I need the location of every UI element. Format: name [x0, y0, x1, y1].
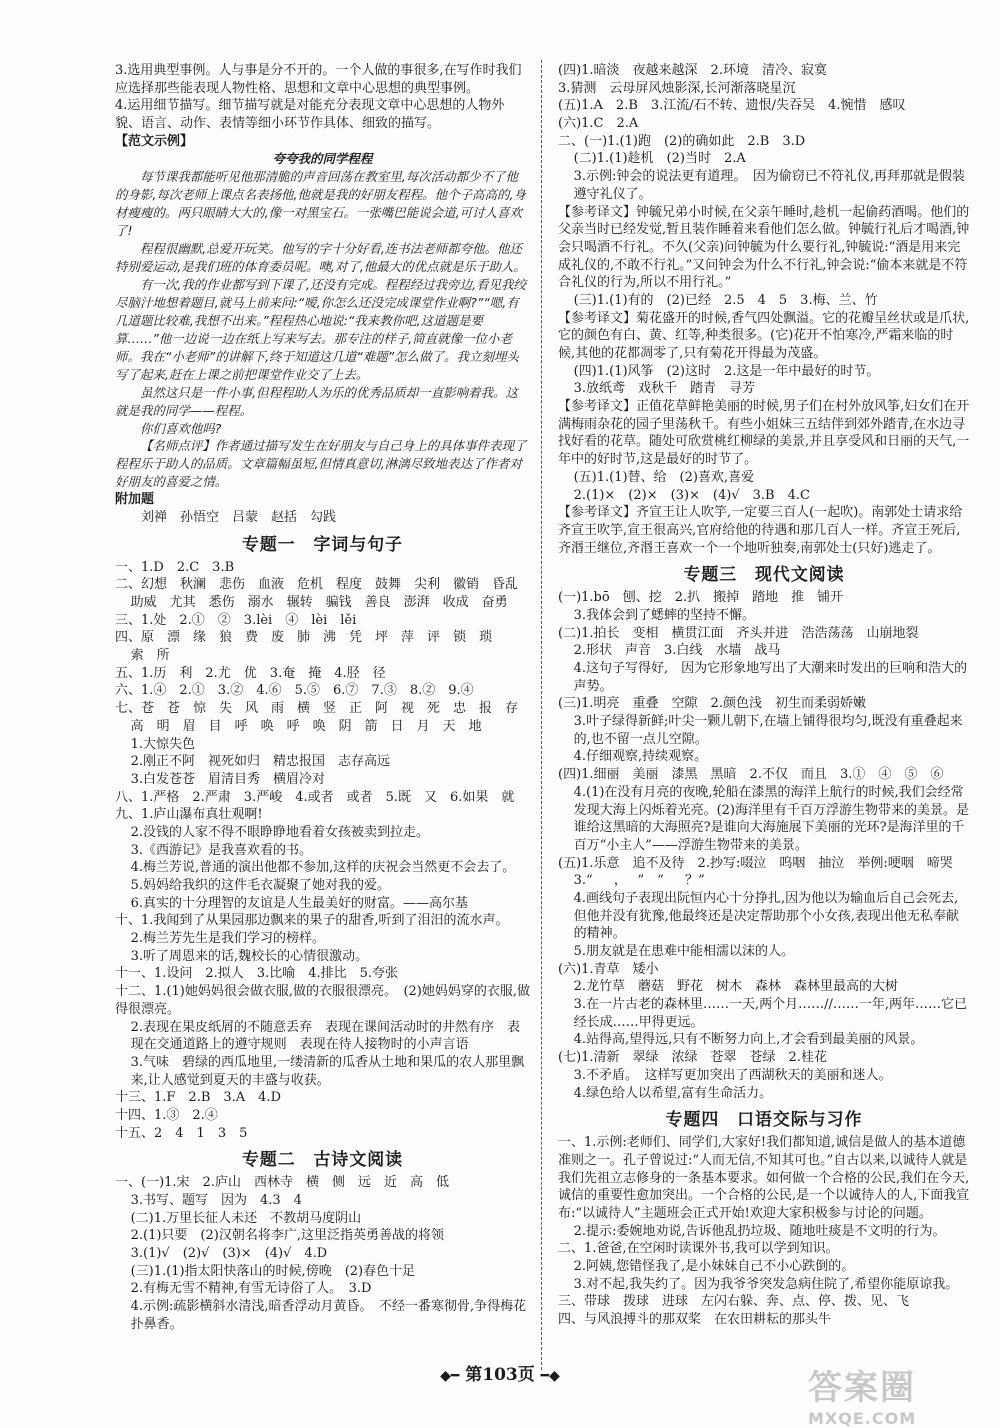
answer-line: (六)1.青草 矮小 — [558, 961, 659, 977]
answer-line: 2.表现在果皮纸屑的不随意丢弃 表现在课间活动时的井然有序 表现在交通道路上的遵守规则 表现在待人接物时的小声言语 — [130, 1019, 520, 1053]
watermark-url: MXQE.COM — [808, 1409, 917, 1428]
answer-line: 4.示例:疏影横斜水清浅,暗香浮动月黄昏。 不经一番寒彻骨,争得梅花扑鼻香。 — [130, 1299, 527, 1332]
answer-line: (二)1.(1)趁机 (2)当时 2.A — [573, 151, 746, 167]
answer-line: (三)1.(1)有的 (2)已经 2.5 4 5 3.梅、兰、竹 — [573, 292, 878, 308]
answer-line: 4.绿色给人以希望,富有生命活力。 — [573, 1085, 773, 1101]
answer-line: 【名师点评】作者通过描写发生在好朋友与自己身上的具体事件表现了程程乐于助人的品质。文章篇幅虽短,但情真意切,淋漓尽致地表达了作者对好朋友的喜爱之情。 — [115, 438, 527, 490]
answer-line: (二)1.万里长征人未还 不教胡马度阴山 — [130, 1210, 362, 1226]
answer-line: 2.有梅无雪不精神,有雪无诗俗了人。 3.D — [130, 1281, 372, 1297]
answer-line: (四)1.细丽 美丽 漆黑 黑暗 2.不仅 而且 3.① ④ ⑤ ⑥ — [558, 767, 944, 783]
answer-line: 3.猜测 云母屏风烛影深,长河渐落晓星沉 — [558, 80, 796, 96]
answer-line: 4.梅兰芳说,普通的演出他都不参加,这样的庆祝会当然更不会去了。 — [130, 860, 516, 876]
answer-line: 【参考译文】钟毓兄弟小时候,在父亲午睡时,趁机一起偷药酒喝。他们的父亲当时已经发觉,暂且装作睡着来看他们怎么做。钟毓行礼后才喝酒,钟会只喝酒不行礼。不久(父亲)问钟毓为什么要行礼,钟毓说:“酒是用来完成礼仪的,不敢不行礼。”又问钟会为什么不行礼,钟会说:“偷本来就是不符合礼仪的行为,所以不用行礼。” — [558, 204, 970, 291]
answer-line: 四、原 漂 缘 狼 费 废 肺 沸 凭 坪 萍 评 锁 琐 — [115, 630, 493, 646]
answer-line: 索 所 — [130, 648, 170, 664]
answer-line: 3.我体会到了蟋蟀的坚持不懈。 — [573, 607, 755, 623]
answer-line: (四)1.(1)风筝 (2)这时 2.这是一年中最好的时节。 — [573, 363, 880, 379]
answer-line: 十五、2 4 1 3 5 — [115, 1125, 248, 1141]
answer-line: 七、苍 苍 惊 失 风 雨 横 竖 正 阿 视 死 忠 报 存 — [115, 701, 519, 717]
answer-line: 三、带球 拨球 进球 左闪右躲、奔、点、停、拨、见、飞 — [558, 1294, 910, 1310]
answer-line: 3.书写、题写 因为 4.3 4 — [130, 1193, 302, 1208]
answer-line: 2.阿姨,您错怪我了,是小妹妹自己不小心跌倒的。 — [573, 1259, 855, 1274]
answer-line: 2.提示:委婉地劝说,告诉他乱扔垃圾、随地吐痰是不文明的行为。 — [573, 1223, 946, 1239]
answer-line: 五、1.历 利 2.尤 优 3.奄 掩 4.胫 径 — [115, 665, 386, 681]
answer-line: 1.大惊失色 — [130, 736, 195, 752]
right-arrow-icon: ━◆ — [540, 1368, 560, 1384]
answer-line: 3.示例:钟会的说法更有道理。 因为偷窃已不符礼仪,再拜那就是假装遵守礼仪了。 — [573, 169, 966, 202]
answer-line: 十、1.我闻到了从果园那边飘来的果子的甜香,听到了泪汨的流水声。 — [115, 913, 509, 929]
answer-line: 3.在一片古老的森林里……一天,两个月……//……一年,两年……它已经长成……甲得更远。 — [573, 997, 968, 1030]
section-heading: 专题三 现代文阅读 — [683, 564, 845, 585]
answer-line: 2.梅兰芳先生是我们学习的榜样。 — [130, 931, 325, 947]
answer-line: (六)1.C 2.A — [558, 116, 639, 132]
answer-line: 九、1.庐山瀑布真壮观啊! — [115, 807, 263, 823]
answer-line: 2.(1)只要 (2)汉朝名将李广,这里泛指英勇善战的将领 — [130, 1228, 444, 1244]
answer-line: (七)1.清新 翠绿 浓绿 苍翠 苍绿 2.桂花 — [558, 1050, 827, 1066]
answer-line: 十一、1.设问 2.拟人 3.比喻 4.排比 5.夸张 — [115, 966, 399, 982]
answer-line: 2.(1)× (2)× (3)× (4)√ 3.B 4.C — [573, 487, 810, 503]
answer-line: 4.这句子写得好, 因为它形象地写出了大潮来时发出的巨响和浩大的声势。 — [573, 661, 968, 694]
answer-line: 四、与风浪搏斗的那双桨 在农田耕耘的那头牛 — [558, 1312, 832, 1328]
answer-line: 3.不矛盾。 这样写更加突出了西湖秋天的美丽和迷人。 — [573, 1067, 892, 1083]
answer-line: (四)1.暗淡 夜越来越深 2.环境 清冷、寂寞 — [558, 63, 827, 78]
answer-line: 3.放纸鸢 戏秋千 踏青 寻芳 — [573, 381, 755, 397]
answer-line: 4.运用细节描写。细节描写就是对能充分表现文章中心思想的人物外貌、语言、动作、表情等细小环节作具体、细致的描写。 — [115, 98, 505, 132]
answer-line: 4.画线句子表现出阮恒内心十分挣扎,因为他以为输血后自己会死去,但他并没有犹豫,他最终还是决定帮助那个小女孩,表现出他无私奉献的精神。 — [573, 890, 959, 942]
answer-line: 你们喜欢他吗? — [139, 420, 222, 436]
answer-line: 2.龙竹草 蘑菇 野花 树木 森林 森林里最高的大树 — [573, 979, 898, 995]
answer-line: 4.站得高,望得远,只有不断努力向上,才会看到最美丽的风景。 — [573, 1032, 924, 1048]
answer-line: 3.《西游记》是我喜欢看的书。 — [130, 842, 312, 858]
answer-line: 三、1.处 2.① ② 3.lèi ④ lèi lěi — [115, 612, 357, 628]
left-arrow-icon: ◆━ — [440, 1368, 460, 1384]
answer-line: 八、1.严格 2.严肃 3.严峻 4.或者 或者 5.既 又 6.如果 就 — [115, 789, 515, 805]
answer-line: 【参考译文】正值花草鲜艳美丽的时候,男子们在村外放风筝,妇女们在开满梅雨杂花的园子里荡秋千。有些小姐妹三五结伴到郊外踏青,在水边寻找好看的花草。随处可欣赏桃红柳绿的美景,并且享受风和日丽的天气,一年中的好时节,这是最好的时节了。 — [558, 399, 970, 468]
answer-line: (一)1.bō 刨、挖 2.扒 搬掉 踏地 推 铺开 — [558, 590, 844, 606]
answer-line: 5.朋友就是在患难中能相濡以沫的人。 — [573, 944, 794, 959]
answer-line: 程程很幽默,总爱开玩笑。他写的字十分好看,连书法老师都夸他。他还特别爱运动,是我们班的体育委员呢。噢,对了,他最大的优点就是乐于助人。 — [115, 241, 526, 275]
answer-line: 3.白发苍苍 眉清目秀 横眉冷对 — [130, 771, 325, 787]
answer-line: (二)1.拍长 变相 横贯江面 齐头并进 浩浩荡荡 山崩地裂 — [558, 625, 919, 641]
answer-line: 4.(1)在没有月亮的夜晚,轮船在漆黑的海洋上航行的时候,我们会经常发现大海上闪烁着光亮。(2)海洋里有千百万浮游生物带来的美景。是谁给这黑暗的大海照亮?是谁向大海施展下美丽的光环?是海洋里的千百万“小主人”——浮游生物带来的美景。 — [573, 784, 970, 853]
right-column — [558, 62, 970, 1329]
answer-line: 2.形状 声音 3.白线 水墙 战马 — [573, 643, 781, 659]
answer-line: 3.对不起,我失约了。因为我爷爷突发急病住院了,希望你能原谅我。 — [573, 1276, 959, 1292]
answer-line: (三)1.(1)指太阳快落山的时候,傍晚 (2)春色十足 — [130, 1263, 416, 1279]
answer-line: 十二、1.(1)她妈妈很会做衣服,做的衣服很漂亮。 (2)她妈妈穿的衣服,做得很漂亮。 — [115, 984, 530, 1017]
answer-line: 每节课我都能听见他那清脆的声音回荡在教室里,每次活动都少不了他的身影,每次老师上课点名表扬他,他就是我的好朋友程程。他个子高高的,身材瘦瘦的。两只眼睛大大的,像一对黑宝石。一张嘴巴能说会道,可讨人喜欢了! — [115, 169, 526, 239]
section-heading: 专题一 字词与句子 — [241, 533, 403, 554]
answer-line: 3.选用典型事例。人与事是分不开的。一个人做的事很多,在写作时我们应选择那些能表现人物性格、思想和文章中心思想的典型事例。 — [115, 63, 522, 96]
answer-line: 有一次,我的作业都写到下课了,还没有完成。程程经过我旁边,看见我绞尽脑汁地想着题目,就马上前来问:“嗳,你怎么还没完成课堂作业啊?”“嗯,有几道题比较难,我想不出来。”程程热心地说:“我来教你吧,这道题是要算……”他一边说一边在纸上写来写去。那专注的样子,简直就像一位小老师。我在“小老师”的讲解下,终于知道这几道“难题”怎么做了。我立刻埋头写了起来,赶在上课之前把课堂作业交了上去。 — [115, 277, 526, 382]
answer-line: 3.“ ， ” “ ？” — [573, 873, 705, 889]
answer-line: 一、1.示例:老师们、同学们,大家好!我们都知道,诚信是做人的基本道德准则之一。孔子曾说过:“人而无信,不知其可也。”自古以来,以诚待人就是我们先祖立志修身的一条基本要求。如何做一个合格的公民,我们在今天,诚信的重要性愈加突出。一个合格的公民,是一个以诚待人的人,下面我宣布:“以诚待人”主题班会正式开始!欢迎大家积极参与讨论的问题。 — [558, 1135, 970, 1221]
answer-line: 十四、1.③ 2.④ — [115, 1107, 218, 1123]
section-heading: 专题四 口语交际与习作 — [665, 1109, 863, 1130]
answer-line: 3.听了周恩来的话,魏校长的心情很激动。 — [130, 948, 369, 964]
answer-line: 虽然这只是一件小事,但程程助人为乐的优秀品质却一直影响着我。这就是我的同学——程程。 — [115, 384, 518, 418]
page-number: 第103页 — [465, 1365, 535, 1385]
answer-line: (五)1.A 2.B 3.江流/石不转、遗恨/失吞吴 4.惋惜 感叹 — [558, 98, 906, 114]
answer-line: 2.没钱的人家不得不眼睁睁地看着女孩被卖到拉走。 — [130, 824, 429, 840]
answer-line: 高 明 眉 目 呼 唤 呼 唤 阴 箭 日 月 天 地 — [130, 718, 482, 734]
answer-line: 4.仔细观察,持续观察。 — [573, 749, 708, 765]
answer-line: (五)1.(1)替、给 (2)喜欢,喜爱 — [573, 469, 755, 485]
answer-line: 【范文示例】 — [115, 133, 194, 149]
answer-line: (三)1.明亮 重叠 空隙 2.颜色浅 初生而柔弱娇嫩 — [558, 696, 866, 712]
answer-line: 二、1.爸爸,在空闲时读课外书,我可以学到知识。 — [558, 1241, 839, 1257]
answer-line: 【参考译文】齐宣王让人吹竽,一定要三百人(一起吹)。南郭处士请求给齐宣王吹竽,宣王很高兴,官府给他的待遇和那几百人一样。齐宣王死后,齐湣王继位,齐湣王喜欢一个一个地听独奏,南郭处士(只好)逃走了。 — [558, 505, 963, 556]
answer-line: 一、(一)1.宋 2.庐山 西林寺 横 侧 远 近 高 低 — [115, 1175, 449, 1191]
answer-line: (五)1.乐意 追不及待 2.抄写:啜泣 呜咽 抽泣 举例:哽咽 啼哭 — [558, 855, 953, 871]
answer-line: 夸夸我的同学程程 — [272, 151, 373, 167]
answer-line: 刘禅 孙悟空 吕蒙 赵括 勾践 — [141, 509, 337, 525]
answer-line: 十三、1.F 2.B 3.A 4.D — [115, 1090, 281, 1106]
column-divider — [541, 60, 542, 1370]
answer-line: 【参考译文】菊花盛开的时候,香气四处飘溢。它的花瓣呈丝状或是爪状,它的颜色有白、黄、红等,种类很多。(它)花开不怕寒冷,严霜来临的时候,其他的花都凋零了,只有菊花开得最为茂盛。 — [558, 310, 970, 361]
answer-line: 2.刚正不阿 视死如归 精忠报国 志存高远 — [130, 754, 390, 770]
watermark-title: 答案圈 — [808, 1368, 916, 1408]
answer-line: 3.叶子绿得新鲜;叶尖一颗儿朝下,在墙上铺得很均匀,既没有重叠起来的,也不留一点儿空隙。 — [573, 714, 963, 747]
answer-line: 3.气味 碧绿的西瓜地里,一缕清新的瓜香从土地和果瓜的农人那里飘来,让人感觉到夏天的丰盛与收获。 — [130, 1054, 525, 1088]
answer-line: 六、1.④ 2.① 3.② 4.⑥ 5.⑤ 6.⑦ 7.③ 8.② 9.④ — [115, 683, 474, 699]
left-column — [115, 62, 530, 1334]
answer-line: 一、1.D 2.C 3.B — [115, 559, 235, 575]
answer-line: 5.妈妈给我织的这件毛衣凝聚了她对我的爱。 — [130, 878, 390, 893]
answer-line: 3.(1)√ (2)√ (3)× (4)√ 4.D — [130, 1246, 328, 1262]
answer-line: 附加题 — [115, 492, 155, 508]
answer-line: 二、幻想 秋澜 悲伤 血液 危机 程度 鼓舞 尖利 徽销 昏乱 — [115, 577, 519, 593]
watermark-logo — [808, 1360, 988, 1428]
answer-line: 6.真实的十分理智的友谊是人生最美好的财富。——高尔基 — [130, 895, 468, 911]
section-heading: 专题二 古诗文阅读 — [241, 1149, 403, 1170]
answer-line: 二、(一)1.(1)跑 (2)的确如此 2.B 3.D — [558, 133, 806, 149]
answer-line: 助威 尤其 悉伤 溺水 辗转 骗钱 善良 澎湃 收成 奋勇 — [130, 595, 508, 610]
